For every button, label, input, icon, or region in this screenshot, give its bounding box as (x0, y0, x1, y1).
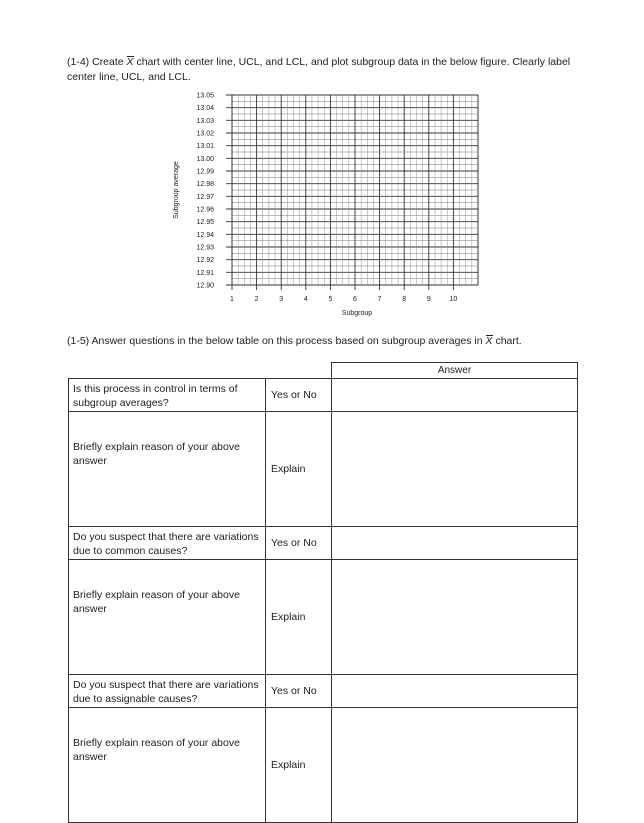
y-tick-label: 12.92 (196, 257, 214, 265)
x-tick-label: 2 (254, 296, 259, 303)
option-cell: Explain (266, 412, 332, 527)
question-1-5 (67, 334, 607, 349)
y-tick-label: 12.95 (196, 219, 214, 227)
x-tick-label: 10 (449, 296, 458, 303)
chart-labels (196, 93, 457, 304)
chart-grid (226, 95, 478, 290)
answer-cell[interactable] (332, 412, 578, 527)
y-tick-label: 13.04 (196, 105, 214, 113)
y-tick-label: 12.98 (196, 181, 214, 189)
x-tick-label: 5 (328, 296, 333, 303)
x-tick-label: 6 (353, 296, 357, 303)
answer-cell[interactable] (332, 708, 578, 823)
x-bar-chart (0, 0, 644, 330)
y-tick-label: 13.00 (196, 155, 214, 163)
option-cell: Explain (266, 560, 332, 675)
answer-header: Answer (332, 363, 578, 379)
q14-text: chart with center line, UCL, and LCL, and plot subgroup data in the below figure. Clearly label center line, UCL, and LCL. (67, 56, 571, 83)
x-tick-label: 1 (230, 296, 234, 303)
q15-prefix: (1-5) Answer questions in the below table on this process based on subgroup averages in (67, 335, 483, 347)
question-cell: Is this process in control in terms of subgroup averages? (69, 379, 266, 412)
option-cell: Yes or No (266, 527, 332, 560)
y-tick-label: 12.90 (196, 282, 214, 290)
y-tick-label: 13.03 (196, 117, 214, 125)
y-tick-label: 13.02 (196, 130, 214, 138)
answer-cell[interactable] (332, 527, 578, 560)
header-blank (69, 363, 332, 379)
y-tick-label: 12.97 (196, 193, 214, 201)
x-tick-label: 7 (377, 296, 382, 303)
y-tick-label: 13.05 (196, 92, 214, 100)
question-cell: Do you suspect that there are variations due to assignable causes? (69, 675, 266, 708)
y-axis-title: Subgroup average (173, 161, 180, 219)
question-cell: Do you suspect that there are variations due to common causes? (69, 527, 266, 560)
answer-cell[interactable] (332, 560, 578, 675)
x-axis-title: Subgroup (341, 310, 373, 317)
q14-prefix: (1-4) Create (67, 56, 124, 68)
x-bar-symbol: X (126, 56, 134, 68)
answer-cell[interactable] (332, 379, 578, 412)
x-bar-symbol: X (485, 335, 493, 347)
question-cell: Briefly explain reason of your above answer (69, 560, 266, 675)
x-tick-label: 9 (426, 296, 431, 303)
y-tick-label: 12.93 (196, 244, 214, 252)
x-tick-label: 8 (402, 296, 407, 303)
y-tick-label: 13.01 (196, 143, 214, 151)
x-tick-label: 4 (303, 296, 308, 303)
option-cell: Explain (266, 708, 332, 823)
y-tick-label: 12.96 (196, 206, 214, 214)
q15-suffix: chart. (495, 335, 522, 347)
question-cell: Briefly explain reason of your above answer (69, 708, 266, 823)
y-tick-label: 12.94 (196, 231, 214, 239)
x-tick-label: 3 (279, 296, 284, 303)
question-cell: Briefly explain reason of your above answer (69, 412, 266, 527)
y-tick-label: 12.99 (196, 168, 214, 176)
y-tick-label: 12.91 (196, 269, 214, 277)
option-cell: Yes or No (266, 675, 332, 708)
answer-cell[interactable] (332, 675, 578, 708)
option-cell: Yes or No (266, 379, 332, 412)
answer-table (68, 362, 578, 823)
